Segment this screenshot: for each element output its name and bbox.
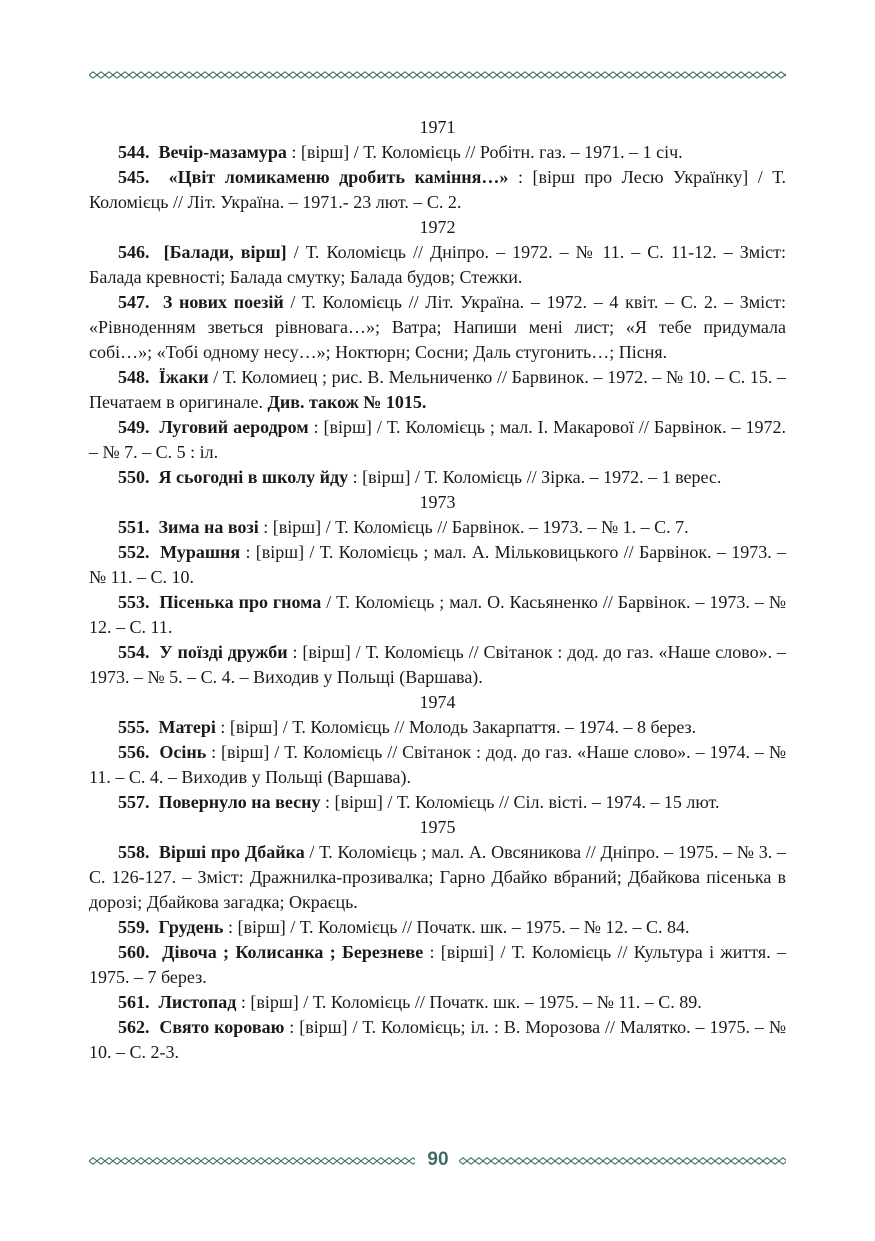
entry-title: Вірші про Дбайка <box>158 842 305 862</box>
entry-title: Їжаки <box>158 367 209 387</box>
entry-number: 544. <box>118 142 150 162</box>
bibliography-entry <box>89 990 786 1015</box>
year-heading: 1973 <box>419 492 456 512</box>
bibliography-entry <box>89 915 786 940</box>
bibliography-list <box>89 115 786 1065</box>
entry-details: / Т. Коломієць // Дніпро. – 1972. – № 11. – С. 11-12. – Зміст: Балада кревності; Балада смутку; Балада будов; Стежки. <box>89 242 787 287</box>
entry-details: : [вірш] / Т. Коломієць // Світанок : дод. до газ. «Наше слово». – 1973. – № 5. – С. 4. – Виходив у Польщі (Варшава). <box>89 642 786 687</box>
entry-title: Осінь <box>159 742 207 762</box>
bottom-ornament-left <box>89 1157 415 1165</box>
entry-title: Зима на возі <box>158 517 259 537</box>
year-heading: 1974 <box>419 692 456 712</box>
bibliography-entry <box>89 840 786 915</box>
entry-title: З нових поезій <box>162 292 284 312</box>
bibliography-entry <box>89 940 786 990</box>
bottom-ornament-right <box>459 1157 786 1165</box>
entry-details: / Т. Коломієць ; мал. А. Овсяникова // Дніпро. – 1975. – № 3. – С. 126-127. – Зміст: Дражнилка-прозивалка; Гарно Дбайко вбраний; Дбайкова пісенька в дорозі; Дбайкова загадка; Окраєць. <box>89 842 786 912</box>
entry-title: Матері <box>158 717 216 737</box>
entry-details: : [вірш] / Т. Коломієць // Початк. шк. – 1975. – № 11. – С. 89. <box>236 992 702 1012</box>
bibliography-entry <box>89 165 786 215</box>
entry-title: «Цвіт ломикаменю дробить каміння…» <box>168 167 509 187</box>
bibliography-entry <box>89 740 786 790</box>
entry-number: 556. <box>118 742 150 762</box>
bibliography-entry <box>89 590 786 640</box>
entry-title: Луговий аеродром <box>159 417 309 437</box>
bibliography-entry <box>89 240 786 290</box>
entry-title: Дівоча ; Колисанка ; Березневе <box>162 942 424 962</box>
entry-number: 549. <box>118 417 150 437</box>
entry-details: : [вірш] / Т. Коломієць // Сіл. вісті. – 1974. – 15 лют. <box>320 792 720 812</box>
entry-details: : [вірш] / Т. Коломієць ; мал. І. Макарової // Барвінок. – 1972. – № 7. – С. 5 : іл. <box>89 417 786 462</box>
entry-title: Повернуло на весну <box>158 792 321 812</box>
entry-details: / Т. Коломієць ; мал. О. Касьяненко // Барвінок. – 1973. – № 12. – С. 11. <box>89 592 787 637</box>
entry-details: : [вірш] / Т. Коломієць // Молодь Закарпаття. – 1974. – 8 берез. <box>215 717 697 737</box>
entry-number: 554. <box>118 642 150 662</box>
entry-number: 545. <box>118 167 150 187</box>
entry-details: : [вірш] / Т. Коломієць; іл. : В. Морозова // Малятко. – 1975. – № 10. – С. 2-3. <box>89 1017 787 1062</box>
year-heading: 1972 <box>419 217 456 237</box>
entry-cross-reference: Див. також № 1015. <box>267 392 427 412</box>
entry-number: 552. <box>118 542 150 562</box>
entry-title: Листопад <box>158 992 237 1012</box>
entry-details: : [вірш про Лесю Українку] / Т. Коломієць // Літ. Україна. – 1971.- 23 лют. – С. 2. <box>89 167 786 212</box>
bibliography-entry <box>89 140 786 165</box>
entry-number: 546. <box>118 242 150 262</box>
year-heading: 1971 <box>419 117 456 137</box>
page-number: 90 <box>427 1149 449 1170</box>
entry-details: : [вірші] / Т. Коломієць // Культура і життя. – 1975. – 7 берез. <box>89 942 786 987</box>
top-ornament-divider <box>89 71 786 79</box>
entry-title: Пісенька про гнома <box>159 592 322 612</box>
entry-number: 559. <box>118 917 150 937</box>
entry-title: Грудень <box>158 917 224 937</box>
entry-number: 558. <box>118 842 150 862</box>
entry-number: 555. <box>118 717 150 737</box>
entry-number: 547. <box>118 292 150 312</box>
entry-number: 561. <box>118 992 150 1012</box>
entry-number: 557. <box>118 792 150 812</box>
entry-number: 551. <box>118 517 150 537</box>
entry-details: : [вірш] / Т. Коломієць ; мал. А. Мільковицького // Барвінок. – 1973. – № 11. – С. 10. <box>89 542 787 587</box>
entry-title: Вечір-мазамура <box>158 142 287 162</box>
bibliography-entry <box>89 540 786 590</box>
entry-number: 550. <box>118 467 150 487</box>
entry-details: : [вірш] / Т. Коломієць // Зірка. – 1972. – 1 верес. <box>348 467 722 487</box>
entry-details: / Т. Коломієць // Літ. Україна. – 1972. – 4 квіт. – С. 2. – Зміст: «Рівноденням зветься рівновага…»; Ватра; Напиши мені лист; «Я тебе придумала собі…»; «Тобі одному несу…»; Ноктюрн; Сосни; Даль стугонить…; Пісня. <box>89 292 787 362</box>
entry-details: : [вірш] / Т. Коломієць // Початк. шк. – 1975. – № 12. – С. 84. <box>223 917 690 937</box>
entry-details: : [вірш] / Т. Коломієць // Робітн. газ. – 1971. – 1 січ. <box>286 142 683 162</box>
bibliography-entry <box>89 790 786 815</box>
entry-details: / Т. Коломиец ; рис. В. Мельниченко // Барвинок. – 1972. – № 10. – С. 15. – Печатаем в оригинале. <box>89 367 787 412</box>
entry-title: У поїзді дружби <box>159 642 288 662</box>
bibliography-entry <box>89 415 786 465</box>
entry-number: 562. <box>118 1017 150 1037</box>
entry-details: : [вірш] / Т. Коломієць // Барвінок. – 1973. – № 1. – С. 7. <box>258 517 689 537</box>
bibliography-entry <box>89 1015 786 1065</box>
entry-title: [Балади, вірш] <box>163 242 287 262</box>
bibliography-entry <box>89 290 786 365</box>
bibliography-entry <box>89 515 786 540</box>
bibliography-entry <box>89 715 786 740</box>
year-heading: 1975 <box>419 817 456 837</box>
entry-title: Мурашня <box>160 542 241 562</box>
bibliography-entry <box>89 465 786 490</box>
entry-number: 548. <box>118 367 150 387</box>
entry-number: 553. <box>118 592 150 612</box>
entry-details: : [вірш] / Т. Коломієць // Світанок : дод. до газ. «Наше слово». – 1974. – № 11. – С. 4. – Виходив у Польщі (Варшава). <box>89 742 786 787</box>
entry-number: 560. <box>118 942 150 962</box>
entry-title: Свято короваю <box>159 1017 285 1037</box>
bibliography-entry <box>89 640 786 690</box>
bibliography-entry <box>89 365 786 415</box>
entry-title: Я сьогодні в школу йду <box>158 467 349 487</box>
